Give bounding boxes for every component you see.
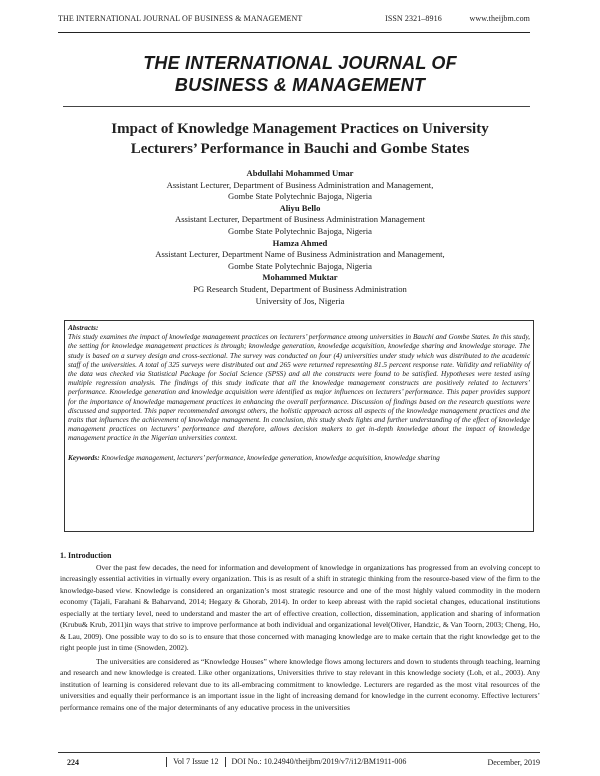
footer-separator <box>166 757 167 767</box>
journal-title-line-1: THE INTERNATIONAL JOURNAL OF <box>143 53 457 73</box>
author-affiliation: PG Research Student, Department of Business Administration <box>193 283 407 294</box>
footer-volume: Vol 7 Issue 12 <box>173 757 219 766</box>
abstract-label: Abstracts: <box>68 323 99 332</box>
paper-title <box>0 119 600 159</box>
footer-divider <box>58 752 540 753</box>
footer-citation <box>160 757 406 767</box>
abstract-text: This study examines the impact of knowledge management practices on lecturers’ performance among universities in Bauchi and Gombe States. In this study, the setting for knowledge management practices is through; knowledge generation, knowledge acquisition, knowledge sharing and knowledge storage. The study is based on a survey design and cross-sectional. The survey was conducted on four (4) universities under study which was distributed to the academic staff of the universities. A total of 325 surveys were distributed out and 265 were returned representing 81.5 percent response rate. Validity and reliability of the data was checked via Statistical Package for Social Science (SPSS) and all the constructs were found to be satisfied. Hypotheses were tested using multiple regression analysis. The findings of this study indicate that all the knowledge management constructs are positively related to lecturers’ performance. Knowledge generation and knowledge acquisition were identified as major influences on lecturers’ performance. This paper provides support for the importance of knowledge management practices in enhancing the overall performance. Discussion of findings based on the research questions were discussed and supported. This paper recommended amongst others, the holistic approach across all aspects of the knowledge management practices and the traits that influences the achievement of knowledge management. In conclusion, this study sheds lights and further understanding of the effect of knowledge management practices on lecturers’ performance and therefore, allows decision makers to get in-depth knowledge about the impact of knowledge management practice in the Nigerian universities context. <box>68 332 530 443</box>
header-journal-name: THE INTERNATIONAL JOURNAL OF BUSINESS & MANAGEMENT <box>58 14 303 23</box>
header-divider <box>58 32 530 33</box>
paper-title-line-2: Lecturers’ Performance in Bauchi and Gombe States <box>130 141 470 157</box>
author-affiliation: Assistant Lecturer, Department Name of Business Administration and Management, <box>155 249 445 260</box>
author-block <box>0 203 600 238</box>
running-header <box>58 14 530 23</box>
author-list <box>0 168 600 307</box>
author-name: Abdullahi Mohammed Umar <box>246 168 354 178</box>
author-institution: Gombe State Polytechnic Bajoga, Nigeria <box>228 225 372 236</box>
author-name: Aliyu Bello <box>279 202 321 213</box>
footer-doi: DOI No.: 10.24940/theijbm/2019/v7/i12/BM1911-006 <box>231 757 407 766</box>
journal-title <box>0 52 600 96</box>
running-footer <box>58 757 540 767</box>
page-number: 224 <box>67 757 79 767</box>
author-name: Mohammed Muktar <box>262 272 338 283</box>
journal-title-line-2: BUSINESS & MANAGEMENT <box>174 75 426 95</box>
paper-title-line-1: Impact of Knowledge Management Practices on University <box>111 121 489 137</box>
paragraph: Over the past few decades, the need for information and development of knowledge in organizations has progressed from an evolving concept to increasingly essential activities in virtually every organization. This is as result of a shift in strategic thinking from the resource-based view of the firm to the knowledge-based view. Knowledge is considered an organization’s most strategic resource and one of the most highly valued commodity in the modern economy (Tajali, Farahani & Baharvand, 2014; Hegazy & Ghorab, 2014). In order to keep abreast with the rapid societal changes, educational institutions especially at the tertiary level, need to understand and master the art of effective creation, collection, dissemination, application and sharing of information (Krubu& Krub, 2011)in ways that strive to improve performance at both individual and organizational level(Oliver, Handzic, & Van Toorn, 2003; Cheng, Ho, & Lau, 2009). One possible way to do so is to ensure that those concerned with managing knowledge are to make certain that the right knowledge get to the right people just in time (Snowden, 2002). <box>60 562 540 652</box>
keywords-text: Knowledge management, lecturers’ performance, knowledge generation, knowledge acquisition, knowledge sharing <box>101 452 440 462</box>
header-website[interactable]: www.theijbm.com <box>469 14 530 23</box>
author-institution: University of Jos, Nigeria <box>255 295 345 306</box>
author-institution: Gombe State Polytechnic Bajoga, Nigeria <box>228 191 372 202</box>
author-block <box>0 168 600 203</box>
footer-date: December, 2019 <box>487 757 540 767</box>
author-affiliation: Assistant Lecturer, Department of Business Administration and Management, <box>166 179 434 190</box>
author-affiliation: Assistant Lecturer, Department of Business Administration Management <box>174 214 425 225</box>
author-name: Hamza Ahmed <box>272 237 328 248</box>
keywords <box>68 453 530 462</box>
paragraph: The universities are considered as “Knowledge Houses” where knowledge flows among lecturers and down to students through teaching, learning and research and new knowledge is created. Like other organizations, Universities thrive to stay relevant in this knowledge society (Loh, et al., 2003). Any institution of learning is considered relevant due to its all-embracing commitment to knowledge. Lecturers are regarded as the most vital resources of the universities and equally their performance is an important issue in the light of increasing demand for knowledge in the current economy. Effective lecturers’ performance remains one of the major determinants of any educative process in the universities <box>60 656 540 712</box>
keywords-label: Keywords: <box>68 452 100 462</box>
title-divider <box>63 106 530 107</box>
section-heading: 1. Introduction <box>60 551 112 560</box>
header-issn: ISSN 2321–8916 <box>385 14 442 23</box>
abstract-box <box>64 320 534 532</box>
author-block <box>0 272 600 307</box>
footer-separator <box>225 757 226 767</box>
body-text <box>60 550 540 713</box>
author-institution: Gombe State Polytechnic Bajoga, Nigeria <box>228 260 372 271</box>
author-block <box>0 238 600 273</box>
